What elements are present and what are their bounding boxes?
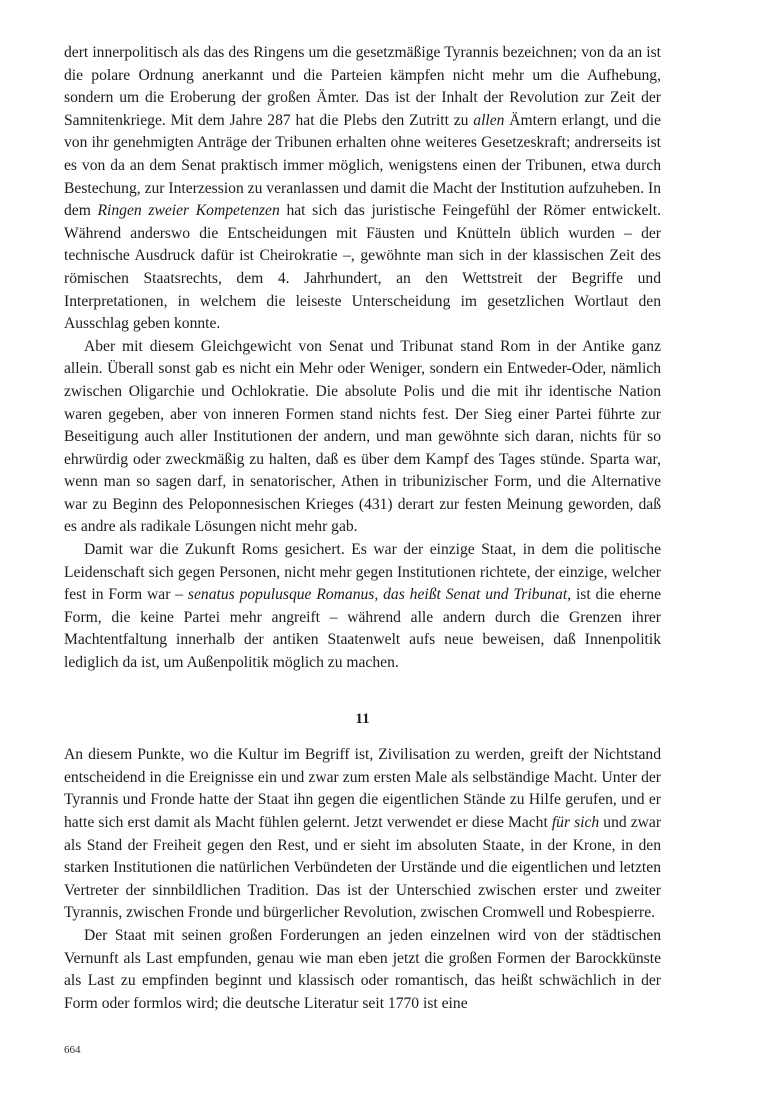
paragraph-5: Der Staat mit seinen großen Forderungen an jeden einzelnen wird von der städtischen Vernunft als Last empfunden, genau wie man eben jetzt die großen Formen der Barockkünste als Last zu empfinden beginnt und klassisch oder romantisch, das heißt schwächlich in der Form oder formlos wird; die deutsche Literatur seit 1770 ist eine [64,926,661,1012]
paragraph-4: An diesem Punkte, wo die Kultur im Begriff ist, Zivilisation zu werden, greift der Nichtstand entscheidend in die Ereignisse ein und zwar zum ersten Male als selbständige Macht. Unter der Tyrannis und Fronde hatte der Staat ihn gegen die eigentlichen Stände zu Hilfe gerufen, und er hatte sich erst damit als Macht fühlen gelernt. Jetzt verwendet er diese Macht für sich und zwar als Stand der Freiheit gegen den Rest, und er sieht im absoluten Staate, in der Krone, in den starken Institutionen die natürlichen Verbündeten der Urstände und die eigentlichen und letzten Vertreter der sinnbildlichen Tradition. Das ist der Unterschied zwischen erster und zweiter Tyrannis, zwischen Fronde und bürgerlicher Revolution, zwischen Cromwell und Robespierre. [64,746,662,922]
paragraph-3: Damit war die Zukunft Roms gesichert. Es war der einzige Staat, in dem die politische Leidenschaft sich gegen Personen, nicht mehr gegen Institutionen richtete, der einzige, welcher fest in Form war – senatus populusque Romanus, das heißt Senat und Tribunat, ist die eherne Form, die keine Partei mehr angreift – während alle andern durch die Grenzen ihrer Machtentfaltung innerhalb der antiken Staatenwelt aufs neue beweisen, daß Innenpolitik lediglich da ist, um Außenpolitik möglich zu machen. [64,541,662,672]
page-body [64,42,661,1015]
section-number: 11 [355,710,370,727]
paragraph-1: dert innerpolitisch als das des Ringens um die gesetzmäßige Tyrannis bezeichnen; von da an ist die polare Ordnung anerkannt und die Parteien kämpfen nicht mehr um die Aufhebung, sondern um die Eroberung der großen Ämter. Das ist der Inhalt der Revolution zur Zeit der Samnitenkriege. Mit dem Jahre 287 hat die Plebs den Zutritt zu allen Ämtern erlangt, und die von ihr genehmigten Anträge der Tribunen erhalten ohne weiteres Gesetzeskraft; andrerseits ist es von da an dem Senat praktisch immer möglich, wenigstens einen der Tribunen, etwa durch Bestechung, zur Interzession zu veranlassen und damit die Macht der Institution aufzuheben. In dem Ringen zweier Kompetenzen hat sich das juristische Feingefühl der Römer entwickelt. Während anderswo die Entscheidungen mit Fäusten und Knütteln üblich wurden – der technische Ausdruck dafür ist Cheirokratie –, gewöhnte man sich in der klassischen Zeit des römischen Staatsrechts, dem 4. Jahrhundert, an den Wettstreit der Begriffe und Interpretationen, in welchem die leiseste Unterscheidung im gesetzlichen Wortlaut den Ausschlag geben konnte. [64,44,661,333]
emphasis-ringen: Ringen zweier Kompetenzen [97,202,280,220]
emphasis-fuer-sich: für sich [551,814,600,831]
paragraph-2: Aber mit diesem Gleichgewicht von Senat und Tribunat stand Rom in der Antike ganz allein. Überall sonst gab es nicht ein Mehr oder Weniger, sondern ein Entweder-Oder, nämlich zwischen Oligarchie und Ochlokratie. Die absolute Polis und die mit ihr identische Nation waren gegeben, aber von inneren Formen stand nichts fest. Der Sieg einer Partei führte zur Beseitigung auch aller Institutionen der andern, und man gewöhnte sich daran, nichts für so ehrwürdig oder zweckmäßig zu halten, daß es über dem Kampf des Tages stünde. Sparta war, wenn man so sagen darf, in senatorischer, Athen in tribunizischer Form, und die Alternative war zu Beginn des Peloponnesischen Krieges (431) derart zur festen Meinung geworden, daß es andre als radikale Lösungen nicht mehr gab. [64,337,661,536]
emphasis-spqr: senatus populusque Romanus, das heißt Senat und Tribunat, [187,586,572,604]
emphasis-allen: allen [473,111,505,129]
page-number: 664 [64,1044,81,1056]
